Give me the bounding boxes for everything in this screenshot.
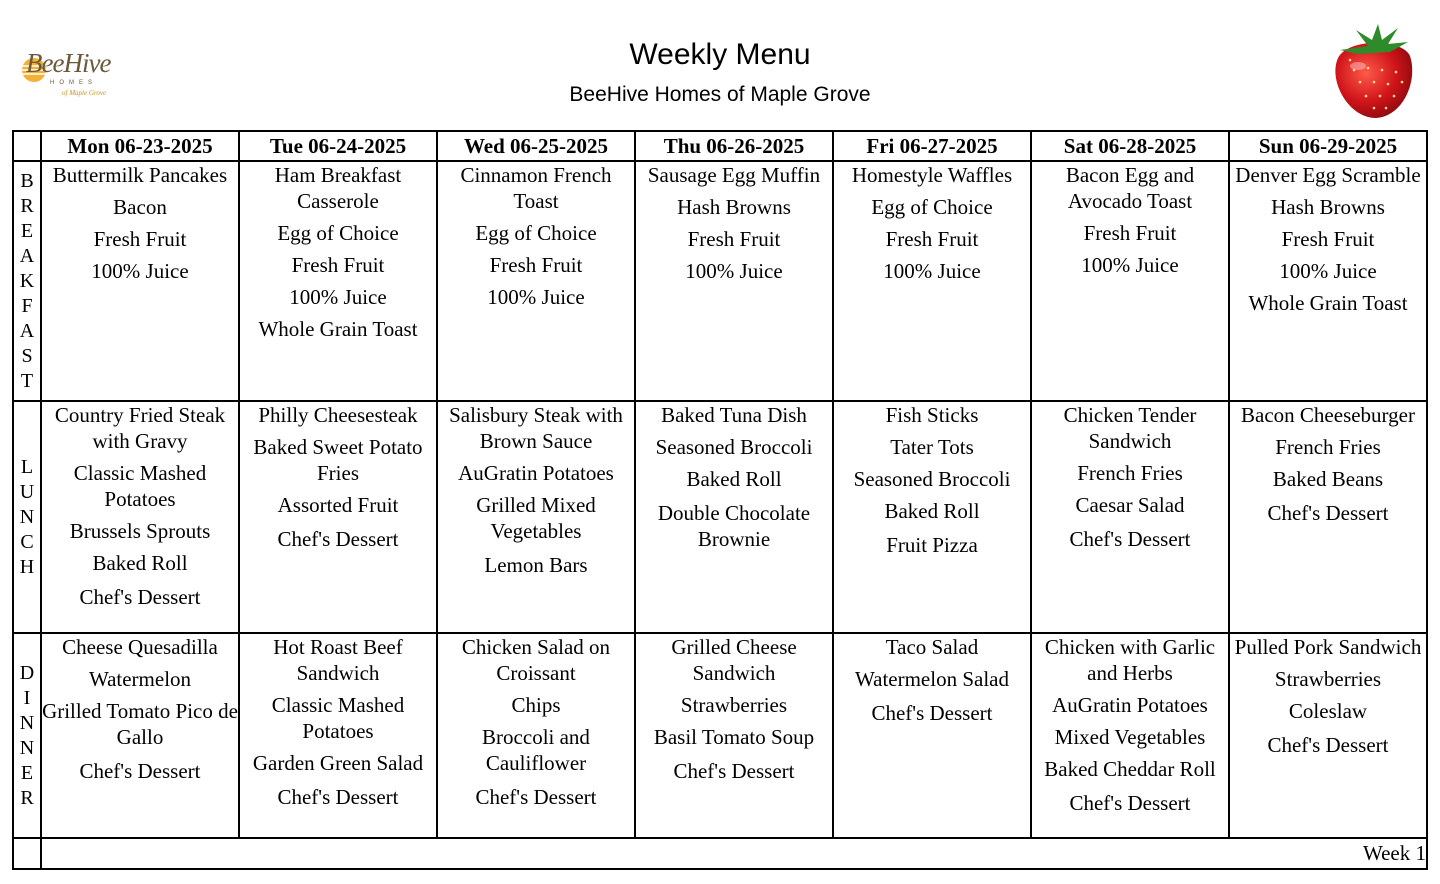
- menu-item: Brussels Sprouts: [69, 519, 211, 543]
- day-header-row: [13, 131, 1427, 161]
- menu-item: Baked Roll: [884, 499, 980, 523]
- menu-item: Baked Sweet Potato Fries: [253, 435, 423, 485]
- menu-item: Fresh Fruit: [1083, 221, 1177, 245]
- menu-item: Chef's Dessert: [1267, 733, 1389, 757]
- menu-cell: [41, 633, 239, 838]
- week-label: Week 1: [41, 838, 1427, 869]
- menu-item: Coleslaw: [1288, 699, 1368, 723]
- menu-item: Garden Green Salad: [252, 751, 424, 775]
- menu-item: Baked Tuna Dish: [661, 403, 807, 427]
- menu-item: Chef's Dessert: [79, 759, 201, 783]
- menu-item: Fruit Pizza: [886, 533, 978, 557]
- meal-row-breakfast: [13, 161, 1427, 401]
- menu-item: AuGratin Potatoes: [1052, 693, 1208, 717]
- menu-cell: [833, 161, 1031, 401]
- menu-item: Denver Egg Scramble: [1235, 163, 1421, 187]
- menu-item: Baked Roll: [686, 467, 782, 491]
- page-title: Weekly Menu: [629, 38, 811, 71]
- menu-item: Chicken Tender Sandwich: [1063, 403, 1197, 453]
- menu-item: 100% Juice: [91, 259, 189, 283]
- menu-item: AuGratin Potatoes: [458, 461, 614, 485]
- menu-item: Lemon Bars: [484, 553, 588, 577]
- menu-item: Fresh Fruit: [1281, 227, 1375, 251]
- menu-cell: [1229, 161, 1427, 401]
- menu-item: Hash Browns: [677, 195, 791, 219]
- page-subtitle: BeeHive Homes of Maple Grove: [569, 83, 871, 106]
- menu-item: Fresh Fruit: [93, 227, 187, 251]
- strawberry-icon: [1318, 20, 1422, 122]
- menu-item: Hash Browns: [1271, 195, 1385, 219]
- menu-item: Whole Grain Toast: [258, 317, 418, 341]
- menu-item: Chef's Dessert: [79, 585, 201, 609]
- footer-corner: [13, 838, 41, 869]
- menu-item: Philly Cheesesteak: [258, 403, 418, 427]
- menu-item: Bacon Egg and Avocado Toast: [1065, 163, 1195, 213]
- menu-item: Caesar Salad: [1075, 493, 1185, 517]
- menu-item: Strawberries: [1274, 667, 1382, 691]
- menu-cell: [833, 401, 1031, 633]
- menu-cell: [635, 633, 833, 838]
- menu-item: Bacon: [113, 195, 167, 219]
- menu-cell: [437, 161, 635, 401]
- menu-item: 100% Juice: [289, 285, 387, 309]
- menu-item: Chef's Dessert: [1069, 791, 1191, 815]
- menu-item: Buttermilk Pancakes: [52, 163, 228, 187]
- menu-item: Broccoli and Cauliflower: [482, 725, 590, 775]
- menu-item: Chef's Dessert: [1267, 501, 1389, 525]
- menu-item: Strawberries: [680, 693, 788, 717]
- day-header: Mon 06-23-2025: [41, 131, 239, 161]
- menu-item: Bacon Cheeseburger: [1241, 403, 1415, 427]
- menu-cell: [833, 633, 1031, 838]
- menu-item: Pulled Pork Sandwich: [1234, 635, 1422, 659]
- menu-item: Cinnamon French Toast: [460, 163, 612, 213]
- menu-item: Sausage Egg Muffin: [647, 163, 821, 187]
- menu-item: Classic Mashed Potatoes: [73, 461, 207, 511]
- menu-cell: [41, 161, 239, 401]
- menu-cell: [1229, 633, 1427, 838]
- day-header: Wed 06-25-2025: [437, 131, 635, 161]
- logo-text: BeeHive: [26, 48, 111, 78]
- menu-item: Grilled Cheese Sandwich: [671, 635, 797, 685]
- menu-item: Fresh Fruit: [687, 227, 781, 251]
- menu-item: Watermelon: [88, 667, 192, 691]
- menu-cell: [239, 161, 437, 401]
- meal-label: B R E A K F A S T: [13, 161, 41, 401]
- menu-item: Fresh Fruit: [291, 253, 385, 277]
- menu-item: Baked Roll: [92, 551, 188, 575]
- menu-item: Grilled Mixed Vegetables: [476, 493, 596, 543]
- menu-item: Baked Beans: [1272, 467, 1384, 491]
- menu-item: Chips: [511, 693, 561, 717]
- menu-item: Country Fried Steak with Gravy: [54, 403, 226, 453]
- menu-cell: [1031, 161, 1229, 401]
- menu-item: Baked Cheddar Roll: [1044, 757, 1216, 781]
- menu-cell: [41, 401, 239, 633]
- menu-item: Ham Breakfast Casserole: [274, 163, 402, 213]
- menu-item: Chef's Dessert: [871, 701, 993, 725]
- menu-cell: [635, 161, 833, 401]
- menu-cell: [1031, 401, 1229, 633]
- menu-item: 100% Juice: [883, 259, 981, 283]
- menu-cell: [1031, 633, 1229, 838]
- menu-item: Watermelon Salad: [854, 667, 1009, 691]
- menu-cell: [1229, 401, 1427, 633]
- menu-item: French Fries: [1275, 435, 1381, 459]
- logo-subtext: of Maple Grove: [62, 89, 107, 97]
- menu-item: Chef's Dessert: [277, 527, 399, 551]
- menu-cell: [239, 633, 437, 838]
- menu-cell: [437, 401, 635, 633]
- menu-item: 100% Juice: [1279, 259, 1377, 283]
- menu-item: Salisbury Steak with Brown Sauce: [449, 403, 623, 453]
- menu-item: Taco Salad: [885, 635, 979, 659]
- menu-item: Chef's Dessert: [277, 785, 399, 809]
- menu-item: 100% Juice: [685, 259, 783, 283]
- menu-item: Fresh Fruit: [489, 253, 583, 277]
- menu-cell: [239, 401, 437, 633]
- menu-cell: [635, 401, 833, 633]
- menu-item: Tater Tots: [890, 435, 974, 459]
- day-header: Sun 06-29-2025: [1229, 131, 1427, 161]
- menu-item: Double Chocolate Brownie: [657, 501, 811, 551]
- day-header: Thu 06-26-2025: [635, 131, 833, 161]
- day-header: Tue 06-24-2025: [239, 131, 437, 161]
- corner-cell: [13, 131, 41, 161]
- meal-label: D I N N E R: [13, 633, 41, 838]
- menu-item: 100% Juice: [487, 285, 585, 309]
- menu-item: Seasoned Broccoli: [853, 467, 1011, 491]
- menu-item: French Fries: [1077, 461, 1183, 485]
- menu-item: Mixed Vegetables: [1054, 725, 1206, 749]
- menu-item: Fresh Fruit: [885, 227, 979, 251]
- menu-item: Basil Tomato Soup: [653, 725, 815, 749]
- menu-item: Seasoned Broccoli: [655, 435, 813, 459]
- menu-item: Cheese Quesadilla: [62, 635, 218, 659]
- day-header: Fri 06-27-2025: [833, 131, 1031, 161]
- menu-item: Chicken with Garlic and Herbs: [1044, 635, 1216, 685]
- menu-item: Egg of Choice: [475, 221, 597, 245]
- menu-item: Classic Mashed Potatoes: [271, 693, 405, 743]
- menu-item: Egg of Choice: [871, 195, 993, 219]
- menu-item: Chef's Dessert: [1069, 527, 1191, 551]
- menu-item: Grilled Tomato Pico de Gallo: [42, 699, 238, 749]
- meal-row-lunch: [13, 401, 1427, 633]
- menu-item: Chicken Salad on Croissant: [461, 635, 611, 685]
- menu-cell: [437, 633, 635, 838]
- footer-row: [13, 838, 1427, 869]
- menu-item: 100% Juice: [1081, 253, 1179, 277]
- logo-homes: HOMES: [50, 80, 98, 86]
- menu-item: Homestyle Waffles: [851, 163, 1013, 187]
- menu-item: Hot Roast Beef Sandwich: [273, 635, 403, 685]
- menu-item: Whole Grain Toast: [1248, 291, 1408, 315]
- menu-item: Chef's Dessert: [673, 759, 795, 783]
- meal-label: L U N C H: [13, 401, 41, 633]
- menu-table: [12, 130, 1428, 870]
- meal-row-dinner: [13, 633, 1427, 838]
- menu-item: Chef's Dessert: [475, 785, 597, 809]
- day-header: Sat 06-28-2025: [1031, 131, 1229, 161]
- menu-item: Fish Sticks: [885, 403, 979, 427]
- menu-item: Assorted Fruit: [277, 493, 399, 517]
- menu-item: Egg of Choice: [277, 221, 399, 245]
